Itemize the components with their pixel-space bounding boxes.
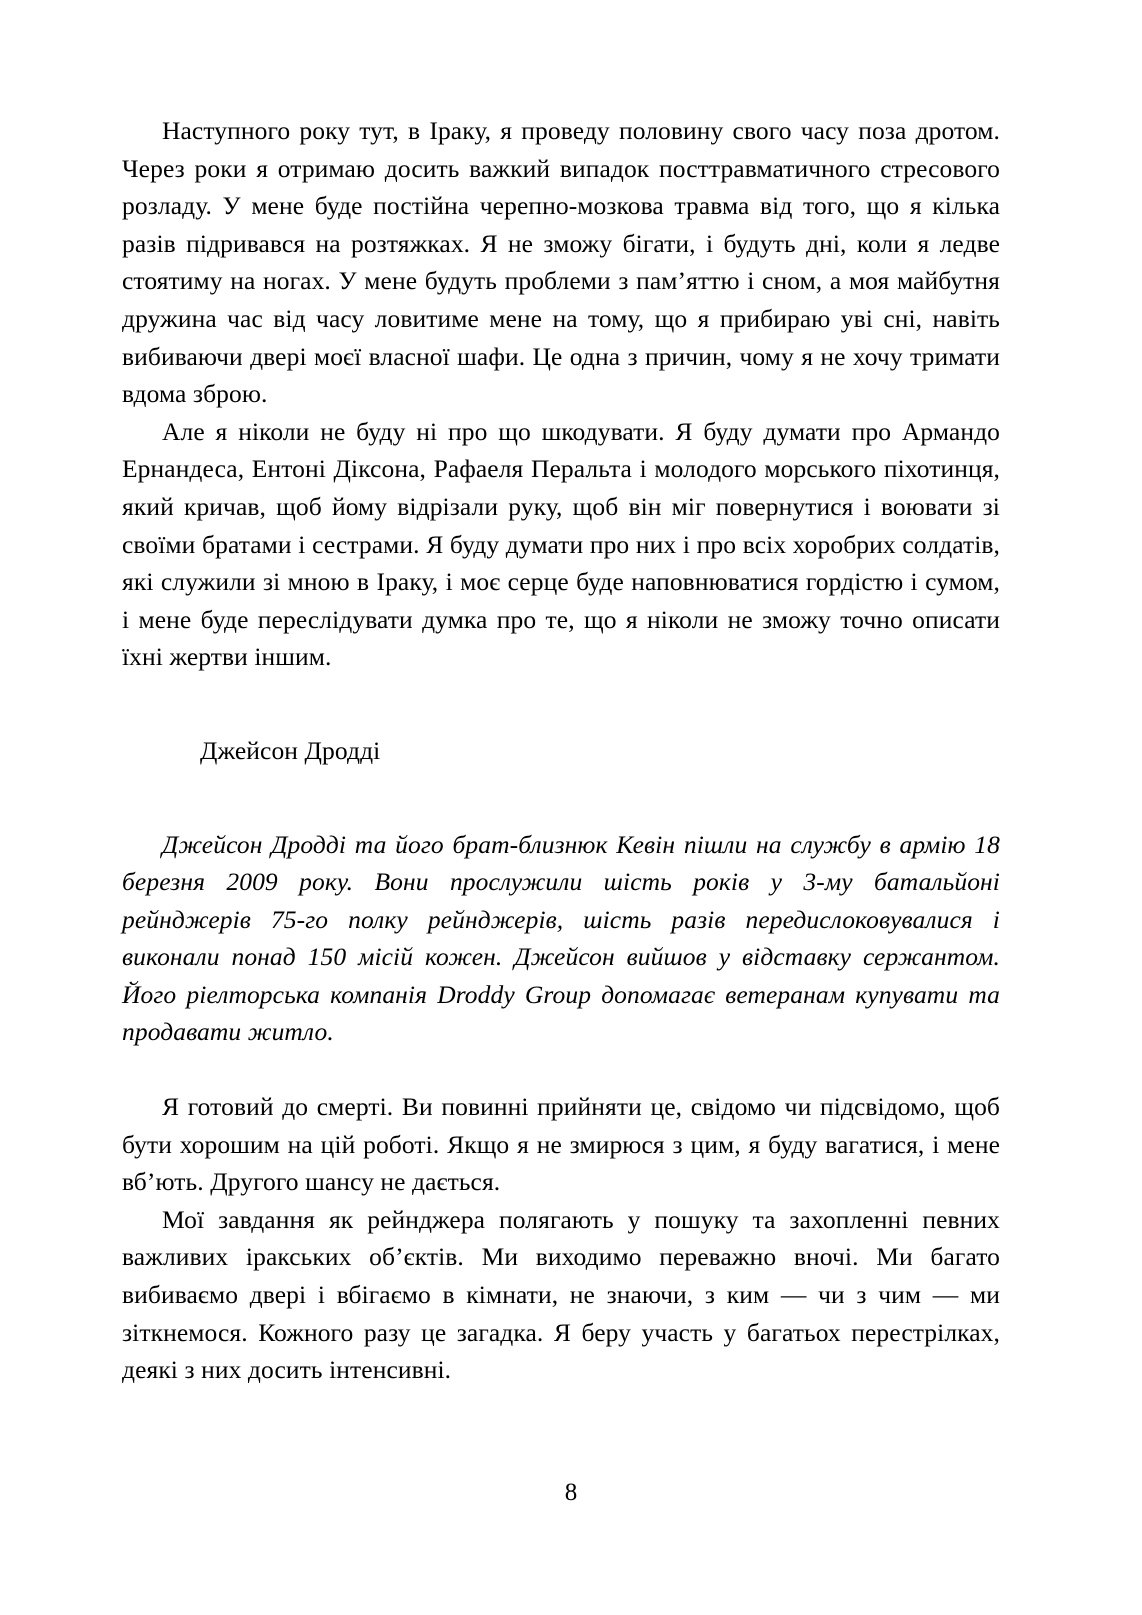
person-name-heading: Джейсон Дродді <box>200 735 381 765</box>
paragraph-testimony-2: Мої завдання як рейнджера полягають у пошуку та захопленні певних важливих іракських об’єктів. Ми виходимо переважно вночі. Ми багато вибиваємо двері і вбігаємо в кімнати, не знаючи, з ким — чи з чим — ми зіткнемося. Кожного разу це загадка. Я беру участь у багатьох перестрілках, деякі з них досить інтенсивні. <box>122 1204 1000 1385</box>
paragraph-testimony-1: Я готовий до смерті. Ви повинні прийняти це, свідомо чи підсвідомо, щоб бути хорошим на цій роботі. Якщо я не змирюся з цим, я буду вагатися, і мене вб’ють. Другого шансу не дається. <box>122 1092 1000 1197</box>
spacer-before-heading <box>122 676 1000 732</box>
paragraph-narrative-1: Наступного року тут, в Іраку, я проведу половину свого часу поза дротом. Через роки я отримаю досить важкий випадок посттравматичного стресового розладу. У мене буде постійна черепно-мозкова травма від того, що я кілька разів підривався на розтяжках. Я не зможу бігати, і будуть дні, коли я ледве стоятиму на ногах. У мене будуть проблеми з пам’яттю і сном, а моя майбутня дружина час від часу ловитиме мене на тому, що я прибираю увi сні, навіть вибиваючи двері моєї власної шафи. Це одна з причин, чому я не хочу тримати вдома зброю. <box>122 116 1000 409</box>
page-number: 8 <box>564 1479 578 1506</box>
spacer-after-bio <box>122 1051 1000 1088</box>
paragraph-narrative-2: Але я ніколи не буду ні про що шкодувати. Я буду думати про Армандо Ернандеса, Ентоні Діксона, Рафаеля Перальта і молодого морського піхотинця, який кричав, щоб йому відрізали руку, щоб він міг повернутися і воювати зі своїми братами і сестрами. Я буду думати про них і про всіх хоробрих солдатів, які служили зі мною в Іраку, і моє серце буде наповнюватися гордістю і сумом, і мене буде переслідувати думка про те, що я ніколи не зможу точно описати їхні жертви іншим. <box>122 416 1000 672</box>
spacer-after-heading <box>122 770 1000 826</box>
paragraph-biography-italic: Джейсон Дродді та його брат-близнюк Кевін пішли на службу в армію 18 березня 2009 року. Вони прослужили шість років у 3-му батальйоні рейнджерів 75-го полку рейнджерів, шість разів передислоковувалися і виконали понад 150 місій кожен. Джейсон вийшов у відставку сержантом. Його ріелторська компанія Droddy Group допомагає ветеранам купувати та продавати житло. <box>122 829 1000 1047</box>
page-content <box>122 112 1000 1389</box>
